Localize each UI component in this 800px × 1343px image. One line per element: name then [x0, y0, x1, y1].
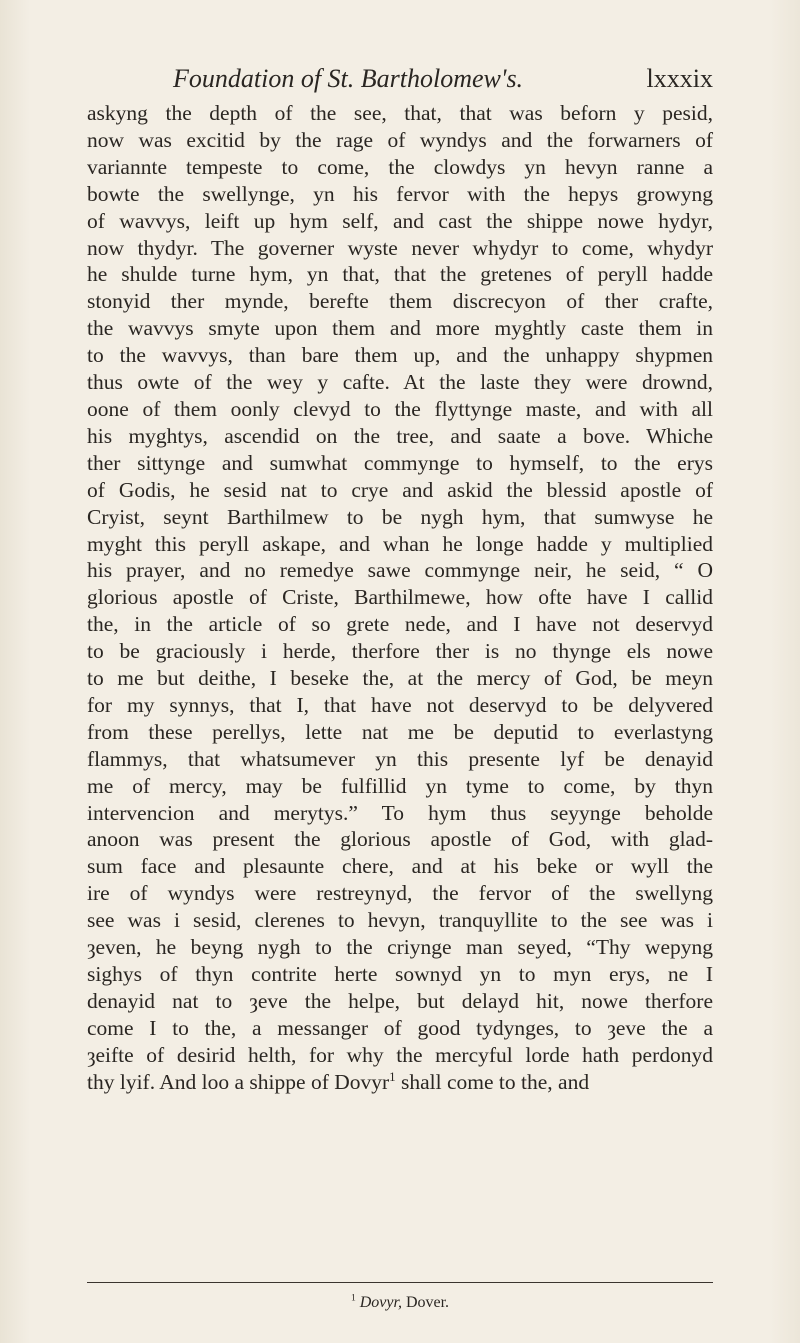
footnote-gloss: Dover.	[405, 1294, 450, 1311]
text-line: ȝeven, he beyng nygh to the criynge man seyed, “Thy wepyng	[87, 935, 713, 960]
text-line: ther sittynge and sumwhat commynge to hymself, to the erys	[87, 450, 713, 475]
text-line: intervencion and merytys.” To hym thus seyynge beholde	[87, 800, 713, 825]
text-line: denayid nat to ȝeve the helpe, but delayd hit, nowe therfore	[87, 988, 713, 1013]
text-line: Cryist, seynt Barthilmew to be nygh hym, that sumwyse he	[87, 504, 713, 529]
footnote-headword: Dovyr,	[359, 1294, 402, 1311]
text-line: flammys, that whatsumever yn this presente lyf be denayid	[87, 746, 713, 771]
text-line: sum face and plesaunte chere, and at his beke or wyll the	[87, 854, 713, 879]
text-line: now was excitid by the rage of wyndys and the forwarners of	[87, 127, 713, 152]
text-line: sighys of thyn contrite herte sownyd yn to myn erys, ne I	[87, 962, 713, 986]
text-line: ire of wyndys were restreynyd, the fervor of the swellyng	[87, 881, 713, 906]
text-line: for my synnys, that I, that have not deservyd to be delyvered	[87, 692, 713, 717]
text-line: from these perellys, lette nat me be deputid to everlastyng	[87, 719, 713, 744]
text-line: come I to the, a messanger of good tydynges, to ȝeve the a	[87, 1015, 713, 1040]
text-line: anoon was present the glorious apostle of God, with glad-	[87, 827, 713, 852]
text-line	[87, 1069, 713, 1096]
running-head	[173, 62, 713, 96]
text-line: of wavvys, leift up hym self, and cast the shippe nowe hydyr,	[87, 208, 713, 233]
text-line: his prayer, and no remedye sawe commynge neir, he seid, “ O	[87, 558, 713, 583]
text-line: the wavvys smyte upon them and more myghtly caste them in	[87, 316, 713, 341]
body-text	[87, 100, 713, 1096]
text-line: me of mercy, may be fulfillid yn tyme to come, by thyn	[87, 773, 713, 798]
text-line: he shulde turne hym, yn that, that the gretenes of peryll hadde	[87, 262, 713, 287]
text-line: see was i sesid, clerenes to hevyn, tranquyllite to the see was i	[87, 908, 713, 933]
text-line: myght this peryll askape, and whan he longe hadde y multiplied	[87, 531, 713, 556]
text-line: to the wavvys, than bare them up, and the unhappy shypmen	[87, 343, 713, 368]
footnote-reference[interactable]: 1	[389, 1069, 396, 1084]
footnote-marker: 1	[350, 1292, 356, 1304]
text-line: the, in the article of so grete nede, and I have not deservyd	[87, 612, 713, 637]
text-line: stonyid ther mynde, berefte them discrecyon of ther crafte,	[87, 289, 713, 314]
text-line: oone of them oonly clevyd to the flyttynge maste, and with all	[87, 396, 713, 421]
text-line: of Godis, he sesid nat to crye and askid the blessid apostle of	[87, 477, 713, 502]
text-fragment: thy lyif. And loo a shippe of Dovyr	[87, 1069, 390, 1094]
text-line: now thydyr. The governer wyste never whydyr to come, whydyr	[87, 235, 713, 260]
running-title: Foundation of St. Bartholomew's.	[173, 64, 524, 93]
text-line: variannte tempeste to come, the clowdys yn hevyn ranne a	[87, 154, 713, 179]
page-number: lxxxix	[646, 64, 713, 93]
text-line: ȝeifte of desirid helth, for why the mercyful lorde hath perdonyd	[87, 1042, 713, 1067]
text-line: askyng the depth of the see, that, that was beforn y pesid,	[87, 101, 713, 125]
footnote	[0, 1292, 800, 1314]
footnote-divider	[87, 1282, 713, 1283]
text-line: to be graciously i herde, therfore ther is no thynge els nowe	[87, 639, 713, 664]
text-line: his myghtys, ascendid on the tree, and saate a bove. Whiche	[87, 423, 713, 448]
text-fragment: shall come to the, and	[401, 1069, 590, 1094]
text-line: thus owte of the wey y cafte. At the laste they were drownd,	[87, 370, 713, 395]
text-line: to me but deithe, I beseke the, at the mercy of God, be meyn	[87, 666, 713, 691]
text-line: glorious apostle of Criste, Barthilmewe, how ofte have I callid	[87, 585, 713, 610]
text-line: bowte the swellynge, yn his fervor with the hepys growyng	[87, 181, 713, 206]
